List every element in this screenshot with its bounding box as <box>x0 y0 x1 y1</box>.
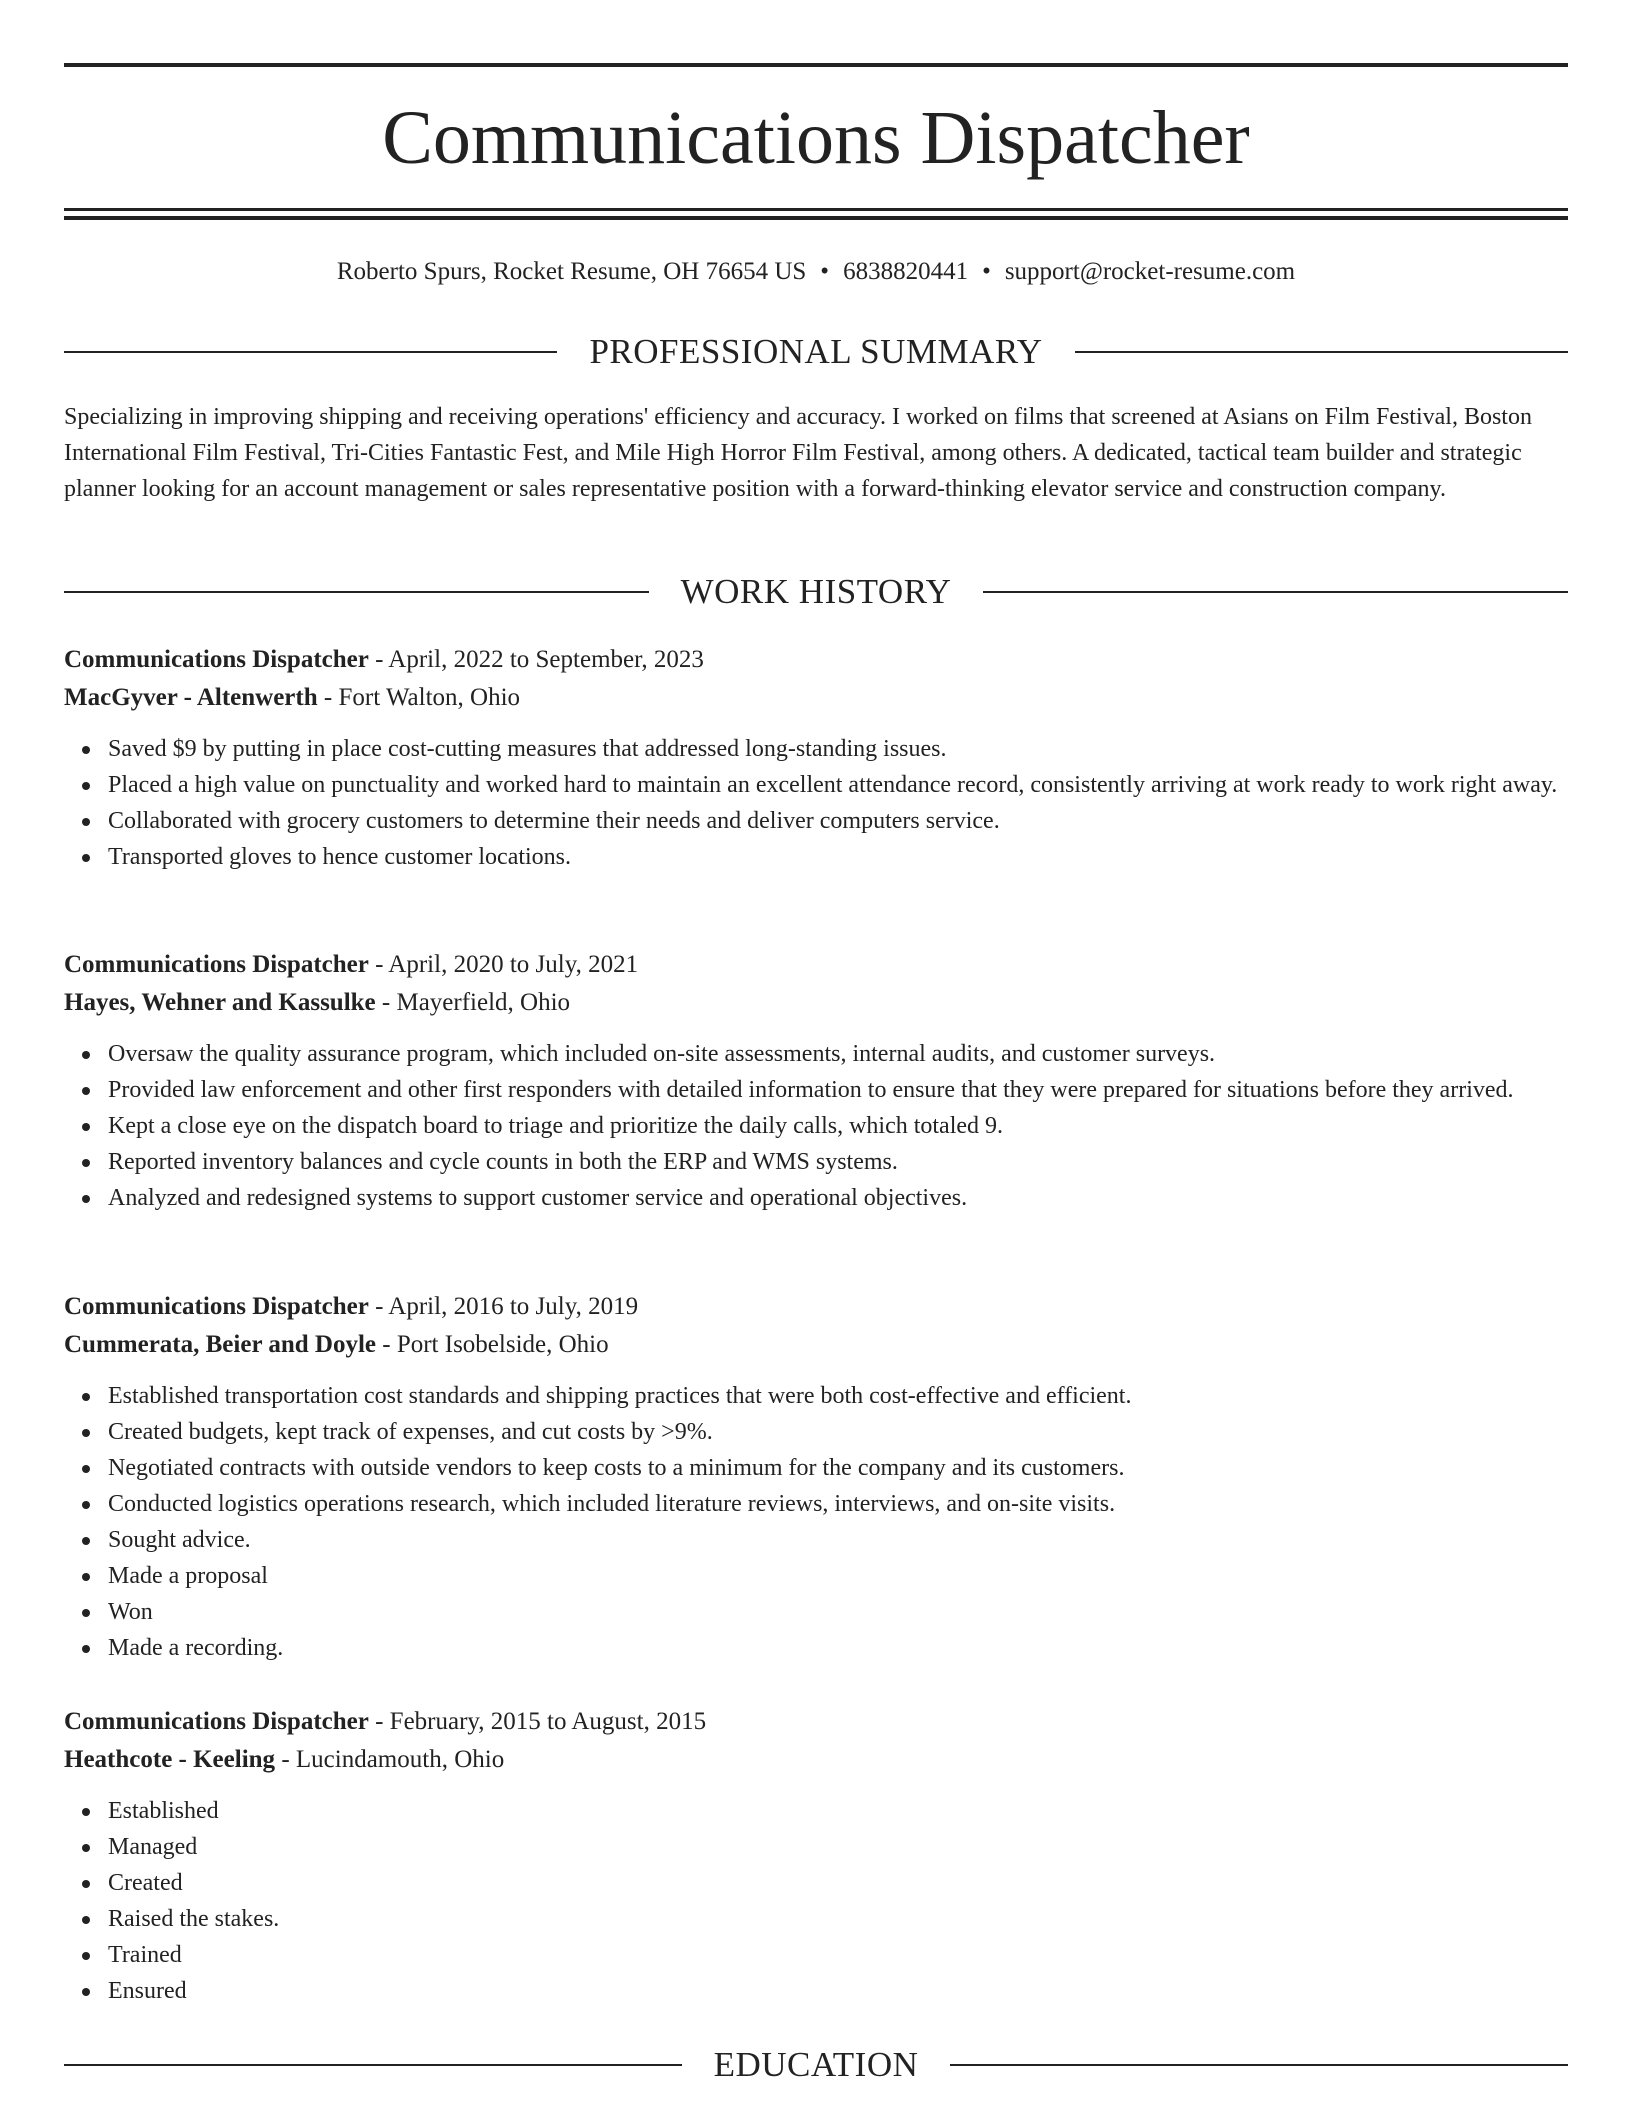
contact-address: Roberto Spurs, Rocket Resume, OH 76654 US <box>336 258 807 285</box>
section-title: WORK HISTORY <box>680 572 952 611</box>
job-entry <box>64 946 1568 1216</box>
job-dates: - April, 2016 to July, 2019 <box>368 1293 639 1320</box>
section-heading-education <box>64 2043 1568 2087</box>
contact-phone: 6838820441 <box>843 258 969 285</box>
job-bullet: Created <box>108 1865 1568 1901</box>
heading-rule <box>64 351 557 353</box>
job-bullets <box>64 1036 1568 1216</box>
heading-rule <box>64 2064 682 2066</box>
job-bullet: Raised the stakes. <box>108 1901 1568 1937</box>
title-rule-lower <box>64 216 1568 220</box>
job-bullet: Trained <box>108 1937 1568 1973</box>
section-title: PROFESSIONAL SUMMARY <box>589 332 1043 371</box>
job-location: - Fort Walton, Ohio <box>317 684 521 711</box>
section-heading-summary <box>64 330 1568 374</box>
job-company: Cummerata, Beier and Doyle <box>64 1331 376 1358</box>
title-rule-upper <box>64 208 1568 211</box>
job-entry <box>64 1703 1568 2009</box>
heading-rule <box>1075 351 1568 353</box>
job-title-line <box>64 1703 1568 1741</box>
job-role: Communications Dispatcher <box>64 1293 369 1320</box>
job-entry <box>64 641 1568 875</box>
contact-separator: • <box>820 258 830 285</box>
job-role: Communications Dispatcher <box>64 646 369 673</box>
section-heading-work-history <box>64 570 1568 614</box>
job-company-line <box>64 1741 1568 1779</box>
job-bullets <box>64 731 1568 875</box>
heading-rule <box>950 2064 1568 2066</box>
contact-line <box>64 254 1568 290</box>
job-company: Hayes, Wehner and Kassulke <box>64 989 376 1016</box>
job-bullet: Won <box>108 1594 1568 1630</box>
job-bullet: Collaborated with grocery customers to determine their needs and deliver computers service. <box>108 803 1568 839</box>
contact-separator: • <box>982 258 991 285</box>
job-dates: - April, 2022 to September, 2023 <box>368 646 704 673</box>
heading-rule <box>64 591 649 593</box>
job-bullet: Established transportation cost standards and shipping practices that were both cost-effective and efficient. <box>108 1378 1568 1414</box>
job-bullet: Placed a high value on punctuality and worked hard to maintain an excellent attendance record, consistently arriving at work ready to work right away. <box>108 767 1568 803</box>
job-location: - Lucindamouth, Ohio <box>275 1746 505 1773</box>
job-company: MacGyver - Altenwerth <box>64 684 318 711</box>
heading-rule <box>983 591 1568 593</box>
summary-paragraph: Specializing in improving shipping and receiving operations' efficiency and accuracy. I worked on films that screened at Asians on Film Festival, Boston International Film Festival, Tri-Cities Fantastic Fest, and Mile High Horror Film Festival, among others. A dedicated, tactical team builder and strategic planner looking for an account management or sales representative position with a forward-thinking elevator service and construction company. <box>64 404 1532 502</box>
job-bullet: Conducted logistics operations research, which included literature reviews, interviews, and on-site visits. <box>108 1486 1568 1522</box>
job-title-line <box>64 1288 1568 1326</box>
job-title-line <box>64 946 1568 984</box>
job-company-line <box>64 1326 1568 1364</box>
job-bullet: Transported gloves to hence customer locations. <box>108 839 1568 875</box>
job-bullet: Created budgets, kept track of expenses, and cut costs by >9%. <box>108 1414 1568 1450</box>
job-bullet: Managed <box>108 1829 1568 1865</box>
job-bullet: Reported inventory balances and cycle counts in both the ERP and WMS systems. <box>108 1144 1568 1180</box>
resume-title: Communications Dispatcher <box>382 96 1250 180</box>
job-bullet: Negotiated contracts with outside vendors to keep costs to a minimum for the company and its customers. <box>108 1450 1568 1486</box>
job-company: Heathcote - Keeling <box>64 1746 276 1773</box>
section-title: EDUCATION <box>713 2045 919 2084</box>
job-bullet: Provided law enforcement and other first responders with detailed information to ensure that they were prepared for situations before they arrived. <box>108 1072 1568 1108</box>
contact-email: support@rocket-resume.com <box>1004 258 1296 285</box>
job-bullets <box>64 1793 1568 2009</box>
job-location: - Port Isobelside, Ohio <box>376 1331 609 1358</box>
job-entry <box>64 1288 1568 1666</box>
top-rule <box>64 63 1568 67</box>
job-bullet: Made a proposal <box>108 1558 1568 1594</box>
job-bullet: Made a recording. <box>108 1630 1568 1666</box>
job-company-line <box>64 984 1568 1022</box>
job-bullet: Kept a close eye on the dispatch board to triage and prioritize the daily calls, which totaled 9. <box>108 1108 1568 1144</box>
job-bullets <box>64 1378 1568 1666</box>
job-bullet: Sought advice. <box>108 1522 1568 1558</box>
job-role: Communications Dispatcher <box>64 951 369 978</box>
job-bullet: Analyzed and redesigned systems to support customer service and operational objectives. <box>108 1180 1568 1216</box>
job-company-line <box>64 679 1568 717</box>
job-bullet: Established <box>108 1793 1568 1829</box>
job-dates: - February, 2015 to August, 2015 <box>368 1708 707 1735</box>
job-dates: - April, 2020 to July, 2021 <box>368 951 639 978</box>
job-bullet: Ensured <box>108 1973 1568 2009</box>
job-title-line <box>64 641 1568 679</box>
job-role: Communications Dispatcher <box>64 1708 369 1735</box>
job-bullet: Oversaw the quality assurance program, which included on-site assessments, internal audits, and customer surveys. <box>108 1036 1568 1072</box>
job-bullet: Saved $9 by putting in place cost-cutting measures that addressed long-standing issues. <box>108 731 1568 767</box>
job-location: - Mayerfield, Ohio <box>375 989 571 1016</box>
